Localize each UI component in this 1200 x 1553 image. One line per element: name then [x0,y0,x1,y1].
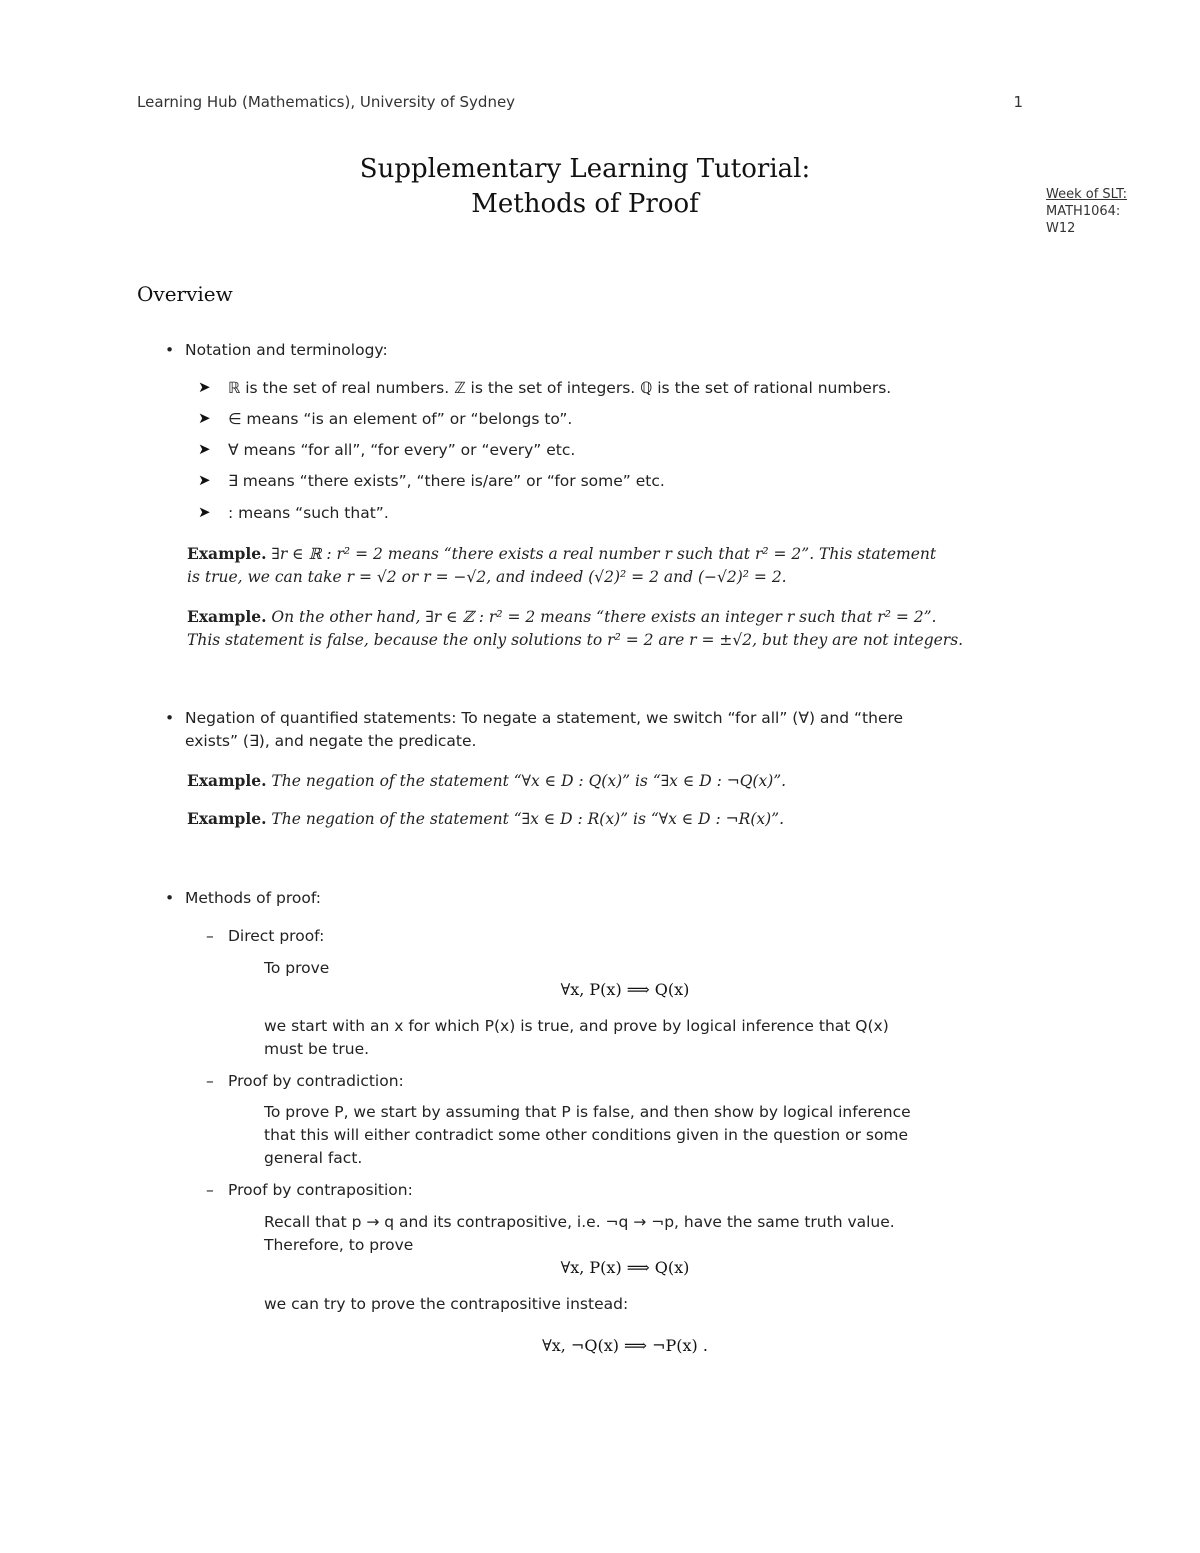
arrow-icon: ➤ [198,378,211,396]
contraposition-description [264,1211,1004,1257]
direct-description [264,1015,1004,1061]
negation-example-1 [187,769,786,793]
arrow-icon: ➤ [198,503,211,521]
page-number: 1 [1013,93,1023,111]
example-text-line-1: On the other hand, ∃r ∈ ℤ : r² = 2 means “there exists an integer r such that r² = 2”. [271,608,937,626]
contraposition-line-1: Recall that p → q and its contrapositive, i.e. ¬q → ¬p, have the same truth value. [264,1213,895,1231]
direct-formula: ∀x, P(x) ⟹ Q(x) [560,980,690,999]
contradiction-description [264,1101,1004,1170]
example-label: Example. [187,607,267,626]
example-label: Example. [187,771,267,790]
contradiction-label: – Proof by contradiction: [228,1070,404,1093]
example-integer-sqrt [187,605,1047,652]
notation-item-4: ∃ means “there exists”, “there is/are” or “for some” etc. [228,472,665,490]
negation-bullet [185,707,1030,753]
arrow-icon: ➤ [198,409,211,427]
contraposition-line-2: Therefore, to prove [264,1236,414,1254]
methods-bullet: • Methods of proof: [185,887,321,910]
direct-intro: To prove [264,959,330,977]
example-label: Example. [187,544,267,563]
example-label: Example. [187,809,267,828]
notation-bullet: • Notation and terminology: [185,339,388,362]
week-line-1: Week of SLT: [1046,187,1128,202]
example-real-sqrt [187,542,1032,589]
title-line-1: Supplementary Learning Tutorial: [359,154,811,184]
example-text-line-2: This statement is false, because the only solutions to r² = 2 are r = ±√2, but they are not integers. [187,631,964,649]
arrow-icon: ➤ [198,471,211,489]
contraposition-formula-2: ∀x, ¬Q(x) ⟹ ¬P(x) . [542,1336,708,1355]
contraposition-line-3: we can try to prove the contrapositive instead: [264,1295,629,1313]
negation-line-2: exists” (∃), and negate the predicate. [185,732,477,750]
direct-proof-label: – Direct proof: [228,925,324,948]
running-header [137,93,1027,115]
direct-line-1: we start with an x for which P(x) is true, and prove by logical inference that Q(x) [264,1017,889,1035]
notation-item-5: : means “such that”. [228,504,389,522]
week-box [1046,186,1127,237]
example-text-line-1: ∃r ∈ ℝ : r² = 2 means “there exists a real number r such that r² = 2”. This statement [271,545,937,563]
contraposition-label: – Proof by contraposition: [228,1179,413,1202]
example-text: The negation of the statement “∃x ∈ D : R(x)” is “∀x ∈ D : ¬R(x)”. [271,810,785,828]
week-line-3: W12 [1046,221,1076,236]
overview-heading: Overview [137,282,233,306]
contradiction-line-1: To prove P, we start by assuming that P is false, and then show by logical inference [264,1103,911,1121]
example-text: The negation of the statement “∀x ∈ D : Q(x)” is “∃x ∈ D : ¬Q(x)”. [271,772,787,790]
notation-item-3: ∀ means “for all”, “for every” or “every” etc. [228,441,576,459]
notation-item-2: ∈ means “is an element of” or “belongs to”. [228,410,573,428]
contradiction-line-2: that this will either contradict some other conditions given in the question or some [264,1126,909,1144]
contraposition-formula-1: ∀x, P(x) ⟹ Q(x) [560,1258,690,1277]
negation-example-2 [187,807,784,831]
contradiction-line-3: general fact. [264,1149,363,1167]
example-text-line-2: is true, we can take r = √2 or r = −√2, and indeed (√2)² = 2 and (−√2)² = 2. [187,568,787,586]
week-line-2: MATH1064: [1046,204,1121,219]
arrow-icon: ➤ [198,440,211,458]
direct-line-2: must be true. [264,1040,370,1058]
negation-line-1: Negation of quantified statements: To negate a statement, we switch “for all” (∀) and “there [185,709,904,727]
title-line-2: Methods of Proof [471,189,699,219]
notation-item-1: ℝ is the set of real numbers. ℤ is the set of integers. ℚ is the set of rational numbers. [228,379,892,397]
running-title: Learning Hub (Mathematics), University of Sydney [137,93,516,111]
